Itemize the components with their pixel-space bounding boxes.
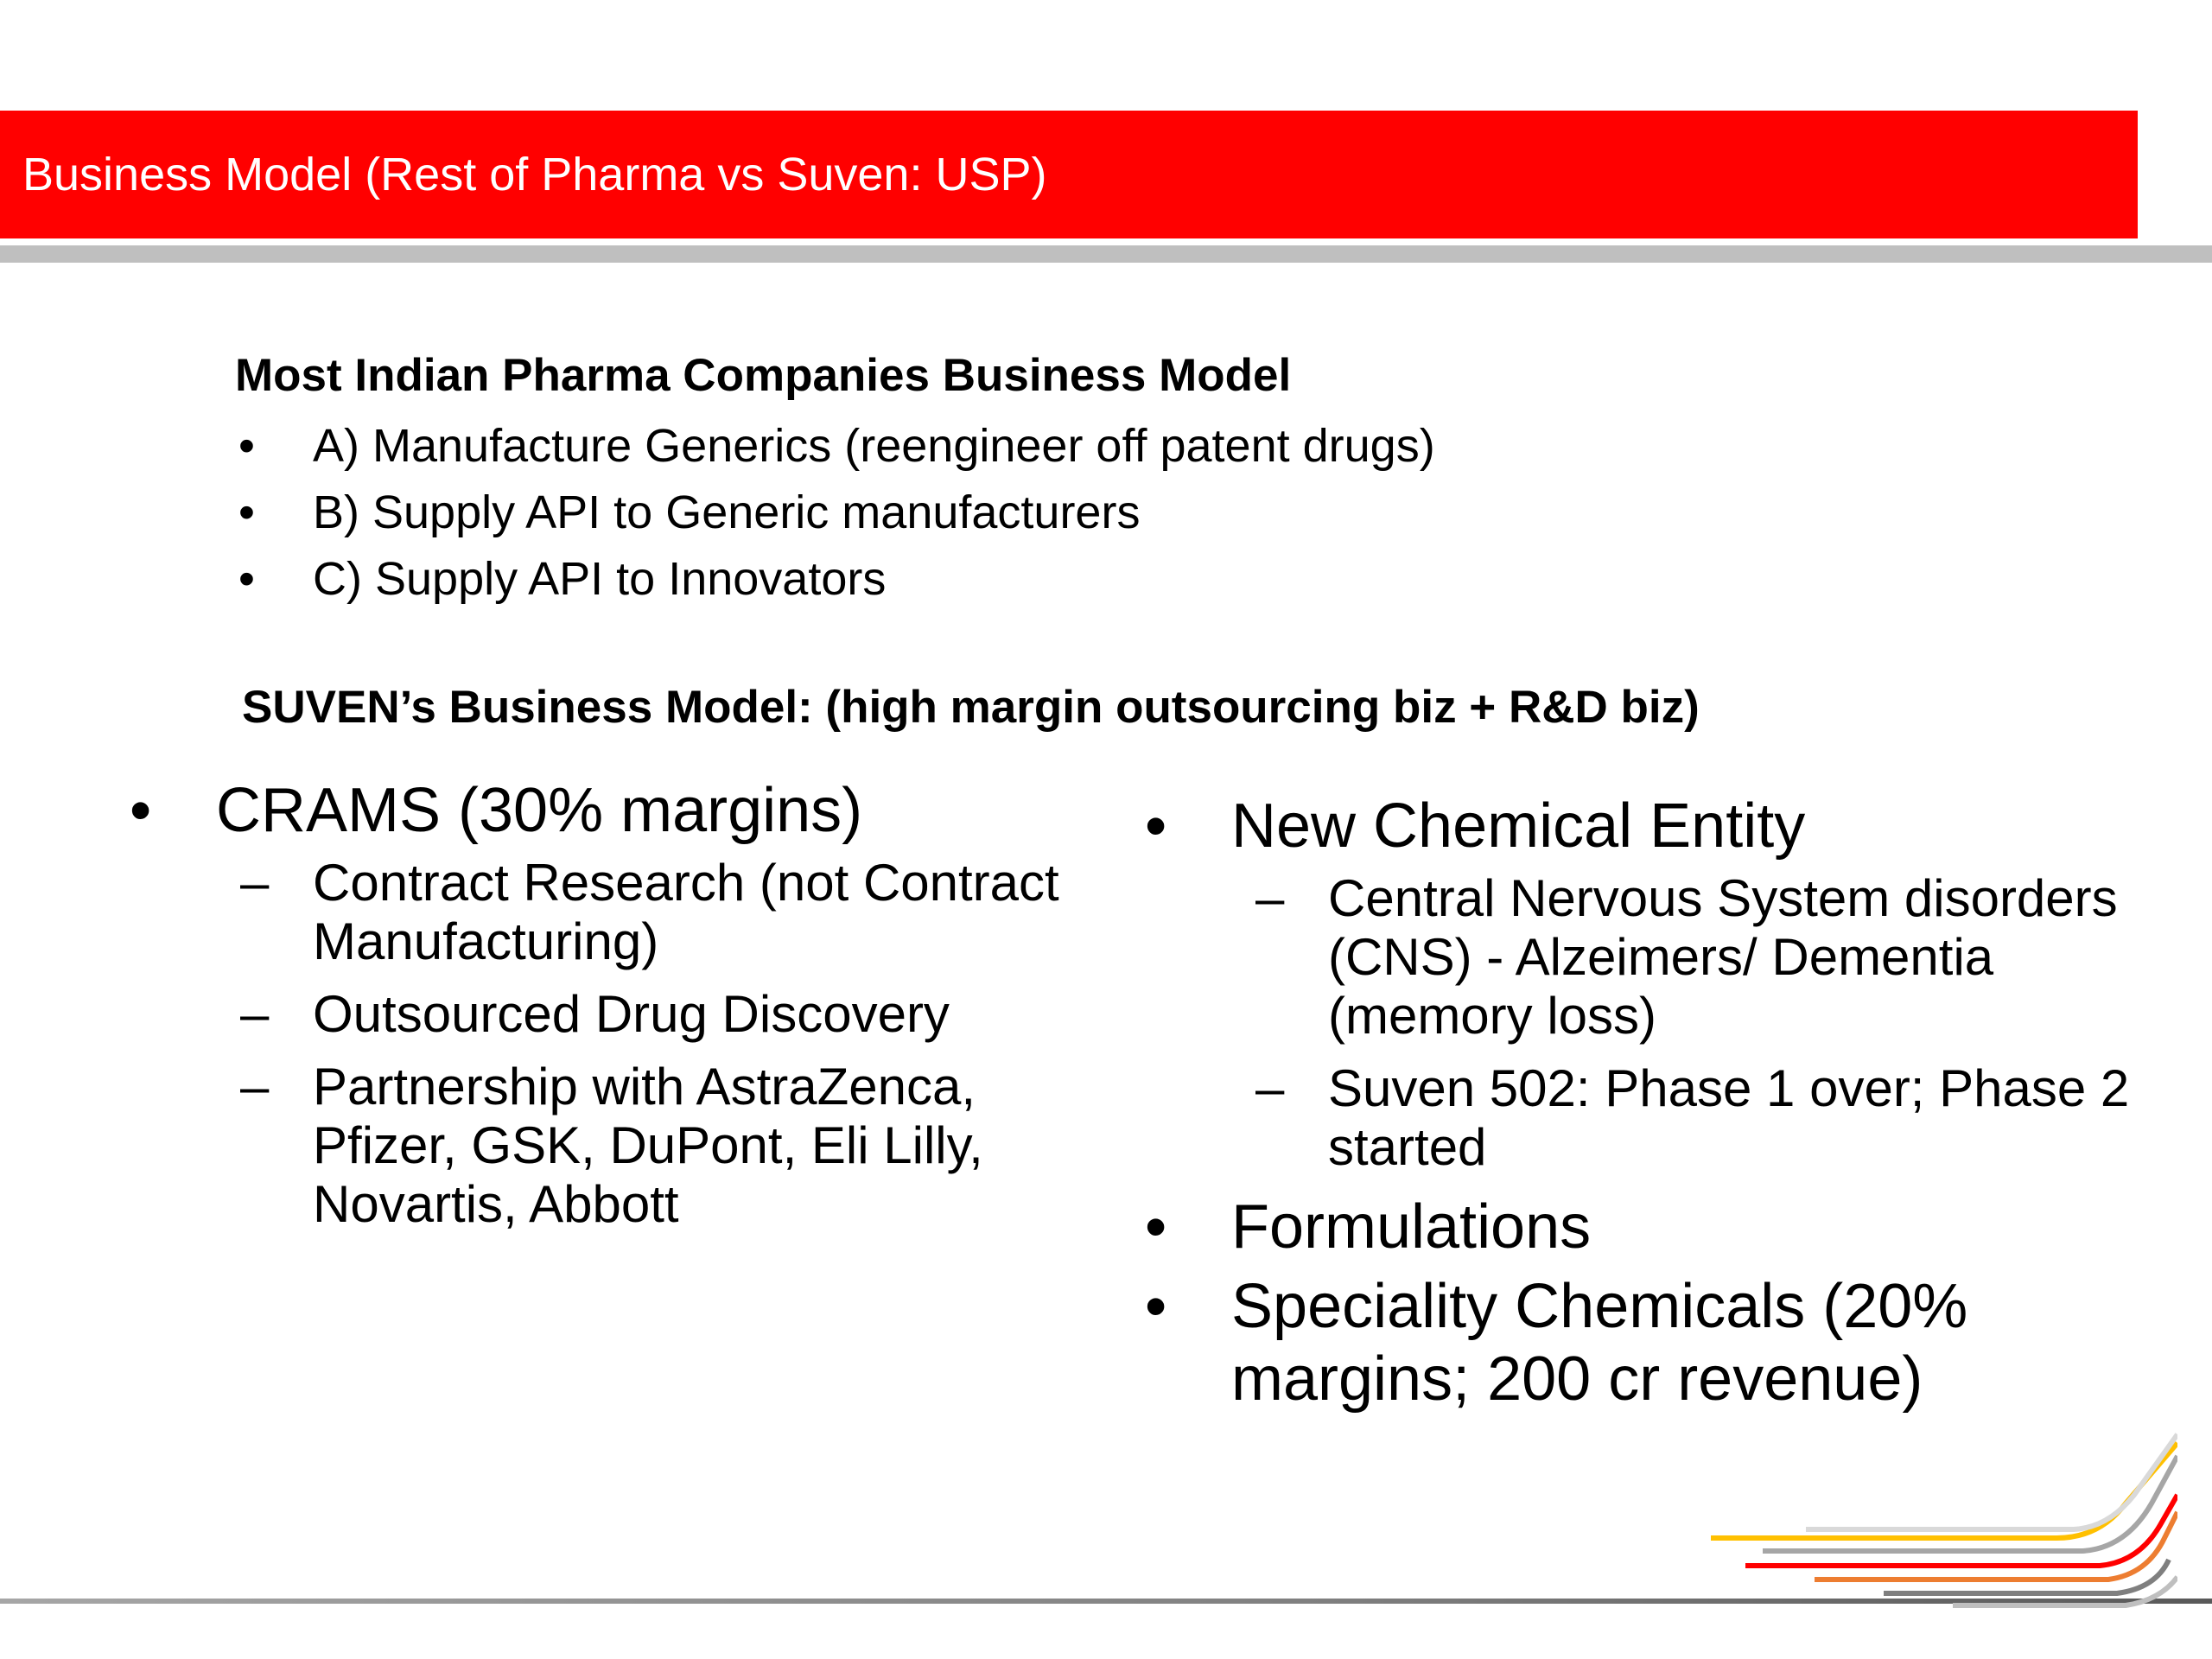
list-item-text: Suven 502: Phase 1 over; Phase 2 started bbox=[1328, 1059, 2130, 1176]
list-item bbox=[1145, 1059, 2139, 1177]
section2-heading: SUVEN’s Business Model: (high margin outsourcing biz + R&D biz) bbox=[242, 682, 1700, 733]
list-item bbox=[130, 1058, 1115, 1234]
nce-label: New Chemical Entity bbox=[1231, 791, 1806, 861]
bullet-icon: • bbox=[238, 553, 255, 605]
list-item bbox=[130, 854, 1115, 971]
bullet-icon: • bbox=[238, 420, 255, 472]
formulations-label: Formulations bbox=[1231, 1192, 1592, 1262]
dash-icon: – bbox=[240, 985, 270, 1043]
list-item-text: Central Nervous System disorders (CNS) - Alzeimers/ Dementia (memory loss) bbox=[1328, 869, 2118, 1045]
dash-icon: – bbox=[240, 854, 270, 912]
bullet-icon: • bbox=[1145, 1272, 1167, 1341]
section1-list bbox=[238, 413, 1435, 613]
bullet-icon: • bbox=[1145, 1192, 1167, 1262]
list-item-text: Partnership with AstraZenca, Pfizer, GSK, DuPont, Eli Lilly, Novartis, Abbott bbox=[313, 1058, 983, 1233]
left-column bbox=[130, 774, 1115, 1248]
section1-heading: Most Indian Pharma Companies Business Model bbox=[235, 350, 1292, 401]
list-item bbox=[238, 413, 1435, 480]
list-item-text: Outsourced Drug Discovery bbox=[313, 985, 950, 1043]
formulations-item bbox=[1145, 1191, 2139, 1263]
list-item bbox=[1145, 869, 2139, 1046]
bullet-icon: • bbox=[1145, 791, 1167, 861]
list-item-text: B) Supply API to Generic manufacturers bbox=[313, 486, 1141, 538]
crams-subitems bbox=[130, 854, 1115, 1234]
crams-label: CRAMS (30% margins) bbox=[216, 776, 863, 845]
list-item-text: Contract Research (not Contract Manufacturing) bbox=[313, 854, 1059, 970]
bullet-icon: • bbox=[130, 776, 152, 845]
dash-icon: – bbox=[1255, 1059, 1285, 1117]
list-item-text: A) Manufacture Generics (reengineer off patent drugs) bbox=[313, 420, 1435, 472]
dash-icon: – bbox=[240, 1058, 270, 1116]
crams-item bbox=[130, 774, 1115, 847]
list-item-text: C) Supply API to Innovators bbox=[313, 553, 887, 605]
speciality-chemicals-item bbox=[1145, 1270, 2139, 1415]
nce-item bbox=[1145, 790, 2139, 862]
dash-icon: – bbox=[1255, 869, 1285, 927]
bullet-icon: • bbox=[238, 486, 255, 538]
list-item bbox=[130, 985, 1115, 1044]
slide-title: Business Model (Rest of Pharma vs Suven: USP) bbox=[22, 149, 1047, 200]
speciality-chemicals-label: Speciality Chemicals (20% margins; 200 cr revenue) bbox=[1231, 1272, 1968, 1414]
title-bar bbox=[0, 111, 2138, 238]
nce-subitems bbox=[1145, 869, 2139, 1177]
list-item bbox=[238, 546, 1435, 613]
right-column bbox=[1145, 790, 2139, 1415]
decorative-swoosh bbox=[1694, 1408, 2177, 1633]
title-divider bbox=[0, 245, 2212, 263]
list-item bbox=[238, 480, 1435, 546]
